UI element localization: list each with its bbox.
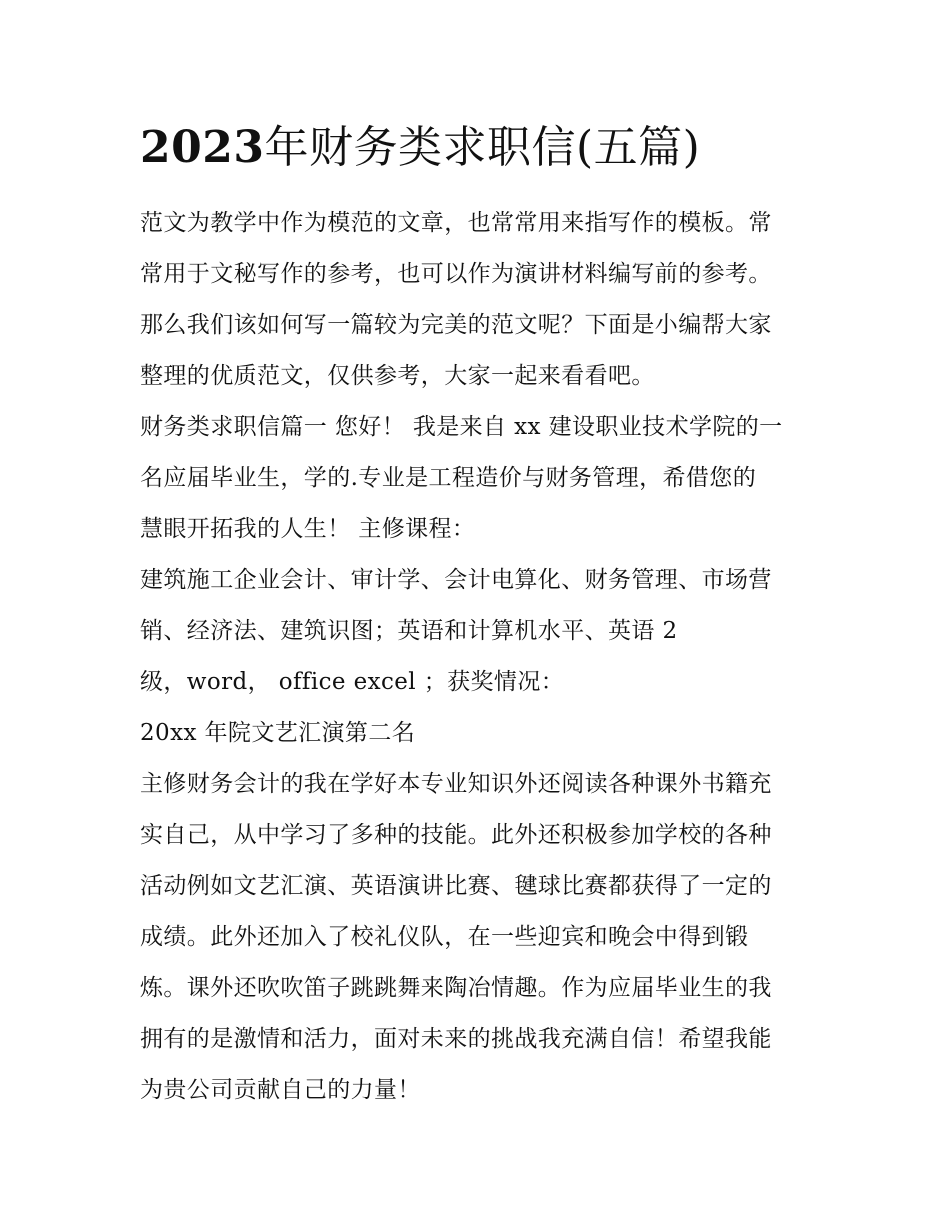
- body-line: 成绩。此外还加入了校礼仪队，在一些迎宾和晚会中得到锻: [140, 924, 749, 950]
- body-line: 级，word， office excel ；获奖情况：: [140, 669, 565, 695]
- body-line: 拥有的是激情和活力，面对未来的挑战我充满自信！希望我能: [140, 1026, 772, 1052]
- body-line: 整理的优质范文，仅供参考，大家一起来看看吧。: [140, 363, 655, 389]
- document-title: [140, 118, 820, 178]
- body-line: 常用于文秘写作的参考，也可以作为演讲材料编写前的参考。: [140, 261, 772, 287]
- body-line: 为贵公司贡献自己的力量！: [140, 1077, 421, 1103]
- body-line: 活动例如文艺汇演、英语演讲比赛、毽球比赛都获得了一定的: [140, 873, 772, 899]
- body-line: 慧眼开拓我的人生！ 主修课程：: [140, 516, 476, 542]
- body-line: 实自己，从中学习了多种的技能。此外还积极参加学校的各种: [140, 822, 772, 848]
- body-line: 那么我们该如何写一篇较为完美的范文呢？下面是小编帮大家: [140, 312, 772, 338]
- title-year: 2023: [140, 122, 265, 173]
- body-line: 销、经济法、建筑识图；英语和计算机水平、英语 2: [140, 618, 678, 644]
- body-line: 建筑施工企业会计、审计学、会计电算化、财务管理、市场营: [140, 567, 772, 593]
- body-line: 20xx 年院文艺汇演第二名: [140, 720, 416, 746]
- body-line: 主修财务会计的我在学好本专业知识外还阅读各种课外书籍充: [140, 771, 772, 797]
- body-line: 范文为教学中作为模范的文章，也常常用来指写作的模板。常: [140, 210, 772, 236]
- title-text: 年财务类求职信(五篇): [264, 122, 701, 173]
- document-body: [140, 198, 820, 1116]
- body-line: 名应届毕业生，学的.专业是工程造价与财务管理，希借您的: [140, 465, 757, 491]
- body-line: 财务类求职信篇一 您好！ 我是来自 xx 建设职业技术学院的一: [140, 414, 783, 440]
- body-line: 炼。课外还吹吹笛子跳跳舞来陶冶情趣。作为应届毕业生的我: [140, 975, 772, 1001]
